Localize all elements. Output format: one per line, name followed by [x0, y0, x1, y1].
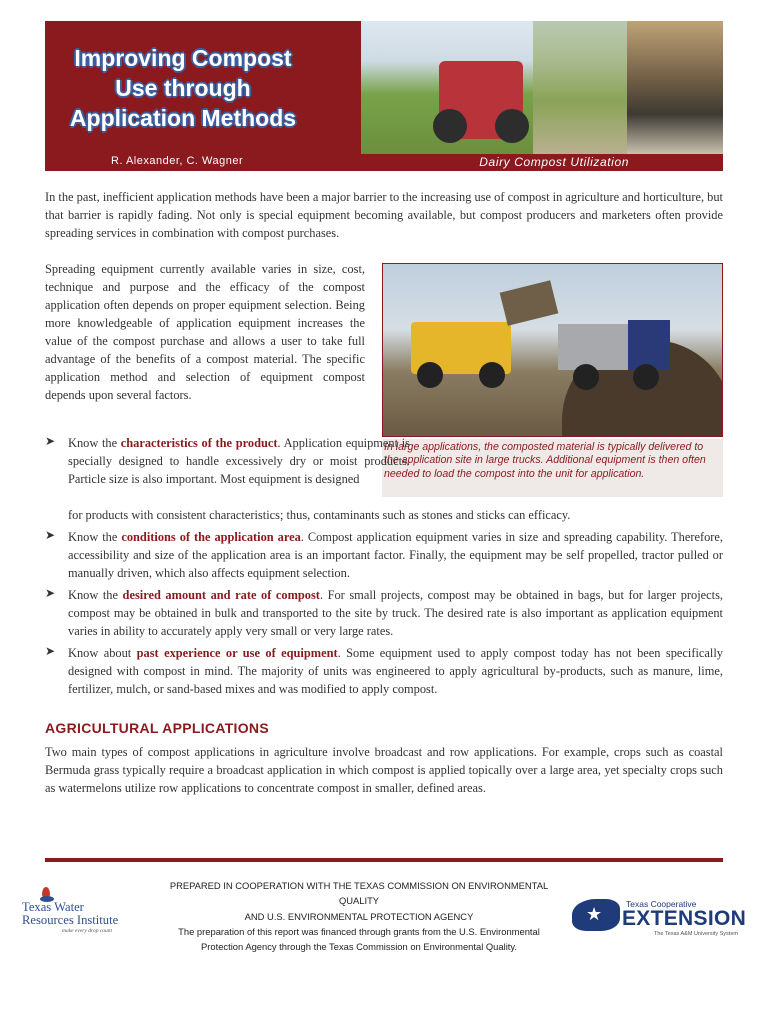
header-banner	[45, 21, 723, 171]
twri-logo	[22, 887, 144, 937]
bullet-text	[68, 528, 723, 582]
loader-truck-photo	[382, 263, 723, 437]
header-photos	[361, 21, 723, 154]
dairy-barn-photo	[627, 21, 723, 154]
bullet-highlight: conditions of the application area	[121, 530, 301, 544]
extension-subtext: The Texas A&M University System	[654, 931, 738, 937]
twri-tagline: make every drop count	[62, 928, 113, 934]
loader-bucket	[500, 280, 559, 326]
truck-wheel	[633, 364, 659, 390]
footer-line-3: The preparation of this report was financed through grants from the U.S. Environmental	[178, 925, 540, 937]
bullet-arrow-icon: ➤	[45, 644, 56, 658]
twri-name-line-1: Texas Water	[22, 900, 84, 914]
tractor-wheel	[495, 109, 529, 143]
bullet-lead: Know the	[68, 436, 121, 450]
footer-divider	[45, 858, 723, 862]
tractor-photo	[361, 21, 533, 154]
equipment-paragraph: Spreading equipment currently available varies in size, cost, technique and purpose and the efficacy of the compost application often depends on proper equipment selection. Being more knowledgeable of application equipment increases the value of the compost purchase and allows a user to take full advantage of the benefits of a compost material. The specific application method and selection of equipment compost depends upon several factors.	[45, 262, 365, 402]
loader-wheel	[479, 362, 505, 388]
bullet-body: . For small projects, compost may be obtained in bags, but for larger projects, compost may be obtained in bulk and transported to the site by truck. The desired rate is also important as application equipment varies in ability to accurately apply very small or very large rates.	[68, 588, 724, 638]
tractor-shape	[439, 61, 523, 139]
intro-paragraph: In the past, inefficient application methods have been a major barrier to the increasing use of compost in agriculture and horticulture, but that barrier is rapidly fading. Not only is special equipment becoming available, but compost producers and marketers often provide spreading services in combination with compost purchases.	[45, 190, 723, 240]
extension-logo	[572, 899, 750, 941]
footer-line-4: Protection Agency through the Texas Commission on Environmental Quality.	[201, 941, 517, 953]
page-title	[45, 43, 321, 133]
bullet-text	[68, 434, 410, 488]
authors: R. Alexander, C. Wagner	[111, 155, 244, 167]
bullet-arrow-icon: ➤	[45, 528, 56, 542]
twri-name-line-2: Resources Institute	[22, 913, 119, 927]
texas-star-icon: ★	[572, 899, 620, 931]
bullet-arrow-icon: ➤	[45, 586, 56, 600]
bullet-lead: Know the	[68, 588, 123, 602]
extension-wordmark: EXTENSION	[622, 907, 747, 930]
title-line-1: Improving Compost	[74, 45, 292, 71]
bullet-text	[68, 586, 723, 640]
twri-name	[22, 901, 144, 927]
footer-line-1: PREPARED IN COOPERATION WITH THE TEXAS COMMISSION ON ENVIRONMENTAL QUALITY	[169, 880, 549, 907]
dump-trailer	[558, 324, 628, 370]
bullet-body: . Application equipment is specially designed to handle excessively dry or moist products. Particle size is also important. Most equipment is designed	[68, 436, 410, 486]
section-heading: AGRICULTURAL APPLICATIONS	[45, 720, 269, 736]
bullet-arrow-icon: ➤	[45, 434, 56, 448]
title-panel	[45, 21, 361, 171]
truck-wheel	[573, 364, 599, 390]
bullet-body: . Some equipment used to apply compost today has not been specifically designed with compost in mind. The majority of units was engineered to apply agricultural by-products, such as manure, lime, fertilizer, mulch, or sand-based mixes and was modified to apply compost.	[68, 646, 723, 696]
bullet-body: . Compost application equipment varies in size and spreading capability. Therefore, accessibility and size of the application area is an important factor. Finally, the equipment may be self propelled, tractor pulled or manually driven, which also affects equipment selection.	[68, 530, 723, 580]
series-label: Dairy Compost Utilization	[479, 155, 629, 169]
footer-credits	[156, 878, 562, 954]
truck-cab	[628, 320, 670, 370]
loader-wheel	[417, 362, 443, 388]
title-line-2: Use through	[115, 75, 251, 101]
footer-line-2: AND U.S. ENVIRONMENTAL PROTECTION AGENCY	[244, 910, 474, 922]
bullet-highlight: characteristics of the product	[120, 436, 278, 450]
bullet-highlight: desired amount and rate of compost	[122, 588, 320, 602]
hose-spreading-photo	[533, 21, 627, 154]
bullet-lead: Know the	[68, 530, 122, 544]
bullet-continuation: for products with consistent characteristics; thus, contaminants such as stones and sticks can efficacy.	[68, 508, 571, 522]
bullet-lead: Know about	[68, 646, 137, 660]
extension-top-text: Texas Cooperative	[626, 899, 697, 909]
loader-figure	[382, 263, 723, 497]
figure-caption: In large applications, the composted material is typically delivered to the application site in large trucks. Additional equipment is then often needed to load the compost into the unit for application.	[382, 439, 723, 497]
bullet-text	[68, 644, 723, 698]
title-line-3: Application Methods	[69, 105, 297, 131]
bullet-highlight: past experience or use of equipment	[136, 646, 338, 660]
section-paragraph: Two main types of compost applications in agriculture involve broadcast and row applications. For example, crops such as coastal Bermuda grass typically require a broadcast application in which compost is applied topically over a large area, yet specialty crops such as watermelons utilize row applications to concentrate compost in smaller, defined areas.	[45, 745, 723, 795]
tractor-wheel	[433, 109, 467, 143]
series-strip	[361, 154, 723, 171]
